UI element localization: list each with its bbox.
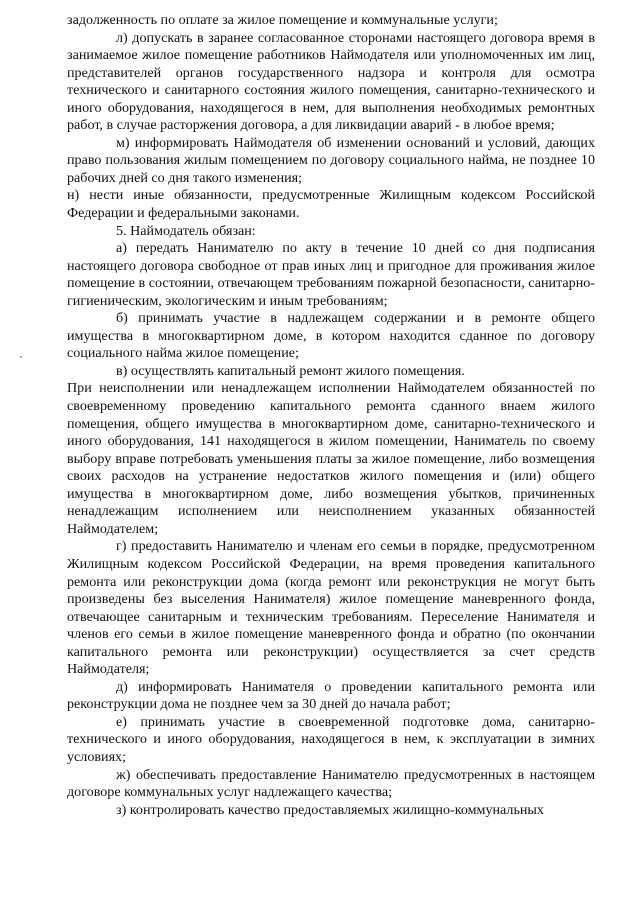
paragraph-item-d: д) информировать Нанимателя о проведении капитального ремонта или реконструкции дома не позднее чем за 30 дней до начала работ; bbox=[67, 678, 595, 713]
section-heading-landlord-obligations: 5. Наймодатель обязан: bbox=[116, 222, 256, 239]
paragraph-nonperformance: При неисполнении или ненадлежащем исполнении Наймодателем обязанностей по своевременному проведению капитального ремонта сданного внаем жилого помещения, общего имущества в многоквартирном доме, санитарно-технического и иного оборудования, 141 находящегося в жилом помещении, Наниматель по своему выбору вправе потребовать уменьшения платы за жилое помещение, либо возмещения своих расходов на устранение недостатков жилого помещения и (или) общего имущества в многоквартирном доме, либо возмещения убытков, причиненных ненадлежащим исполнением или неисполнением указанных обязанностей Наймодателем; bbox=[67, 380, 595, 537]
scan-speck bbox=[20, 356, 22, 358]
paragraph-item-z: з) контролировать качество предоставляемых жилищно-коммунальных bbox=[116, 801, 544, 818]
document-page bbox=[67, 12, 595, 819]
paragraph-item-zh: ж) обеспечивать предоставление Нанимателю предусмотренных в настоящем договоре коммунальных услуг надлежащего качества; bbox=[67, 766, 595, 801]
paragraph-debt-continuation: задолженность по оплате за жилое помещение и коммунальные услуги; bbox=[67, 12, 498, 28]
paragraph-item-g: г) предоставить Нанимателю и членам его семьи в порядке, предусмотренном Жилищным кодексом Российской Федерации, на время проведения капитального ремонта или реконструкции дома (когда ремонт или реконструкция не могут быть произведены без выселения Нанимателя) жилое помещение маневренного фонда, отвечающее санитарным и техническим требованиям. Переселение Нанимателя и членов его семьи в жилое помещение маневренного фонда и обратно (по окончании капитального ремонта или реконструкции) осуществляется за счет средств Наймодателя; bbox=[67, 538, 595, 678]
paragraph-item-l: л) допускать в заранее согласованное сторонами настоящего договора время в занимаемое жилое помещение работников Наймодателя или уполномоченных им лиц, представителей органов государственного надзора и контроля для осмотра технического и санитарного состояния жилого помещения, санитарно-технического и иного оборудования, находящегося в нем, для выполнения необходимых ремонтных работ, в случае расторжения договора, а для ликвидации аварий - в любое время; bbox=[67, 29, 595, 134]
paragraph-item-v: в) осуществлять капитальный ремонт жилого помещения. bbox=[116, 362, 465, 379]
paragraph-item-a: а) передать Нанимателю по акту в течение 10 дней со дня подписания настоящего договора свободное от прав иных лиц и пригодное для проживания жилое помещение в состоянии, отвечающем требованиям пожарной безопасности, санитарно-гигиеническим, экологическим и иным требованиям; bbox=[67, 240, 595, 309]
paragraph-item-b: б) принимать участие в надлежащем содержании и в ремонте общего имущества в многоквартирном доме, в котором находится сданное по договору социального найма жилое помещение; bbox=[67, 310, 595, 362]
paragraph-item-n: н) нести иные обязанности, предусмотренные Жилищным кодексом Российской Федерации и федеральными законами. bbox=[67, 187, 595, 222]
paragraph-item-e: е) принимать участие в своевременной подготовке дома, санитарно-технического и иного оборудования, находящегося в нем, к эксплуатации в зимних условиях; bbox=[67, 713, 595, 765]
paragraph-item-m: м) информировать Наймодателя об изменении оснований и условий, дающих право пользования жилым помещением по договору социального найма, не позднее 10 рабочих дней со дня такого изменения; bbox=[67, 134, 595, 186]
